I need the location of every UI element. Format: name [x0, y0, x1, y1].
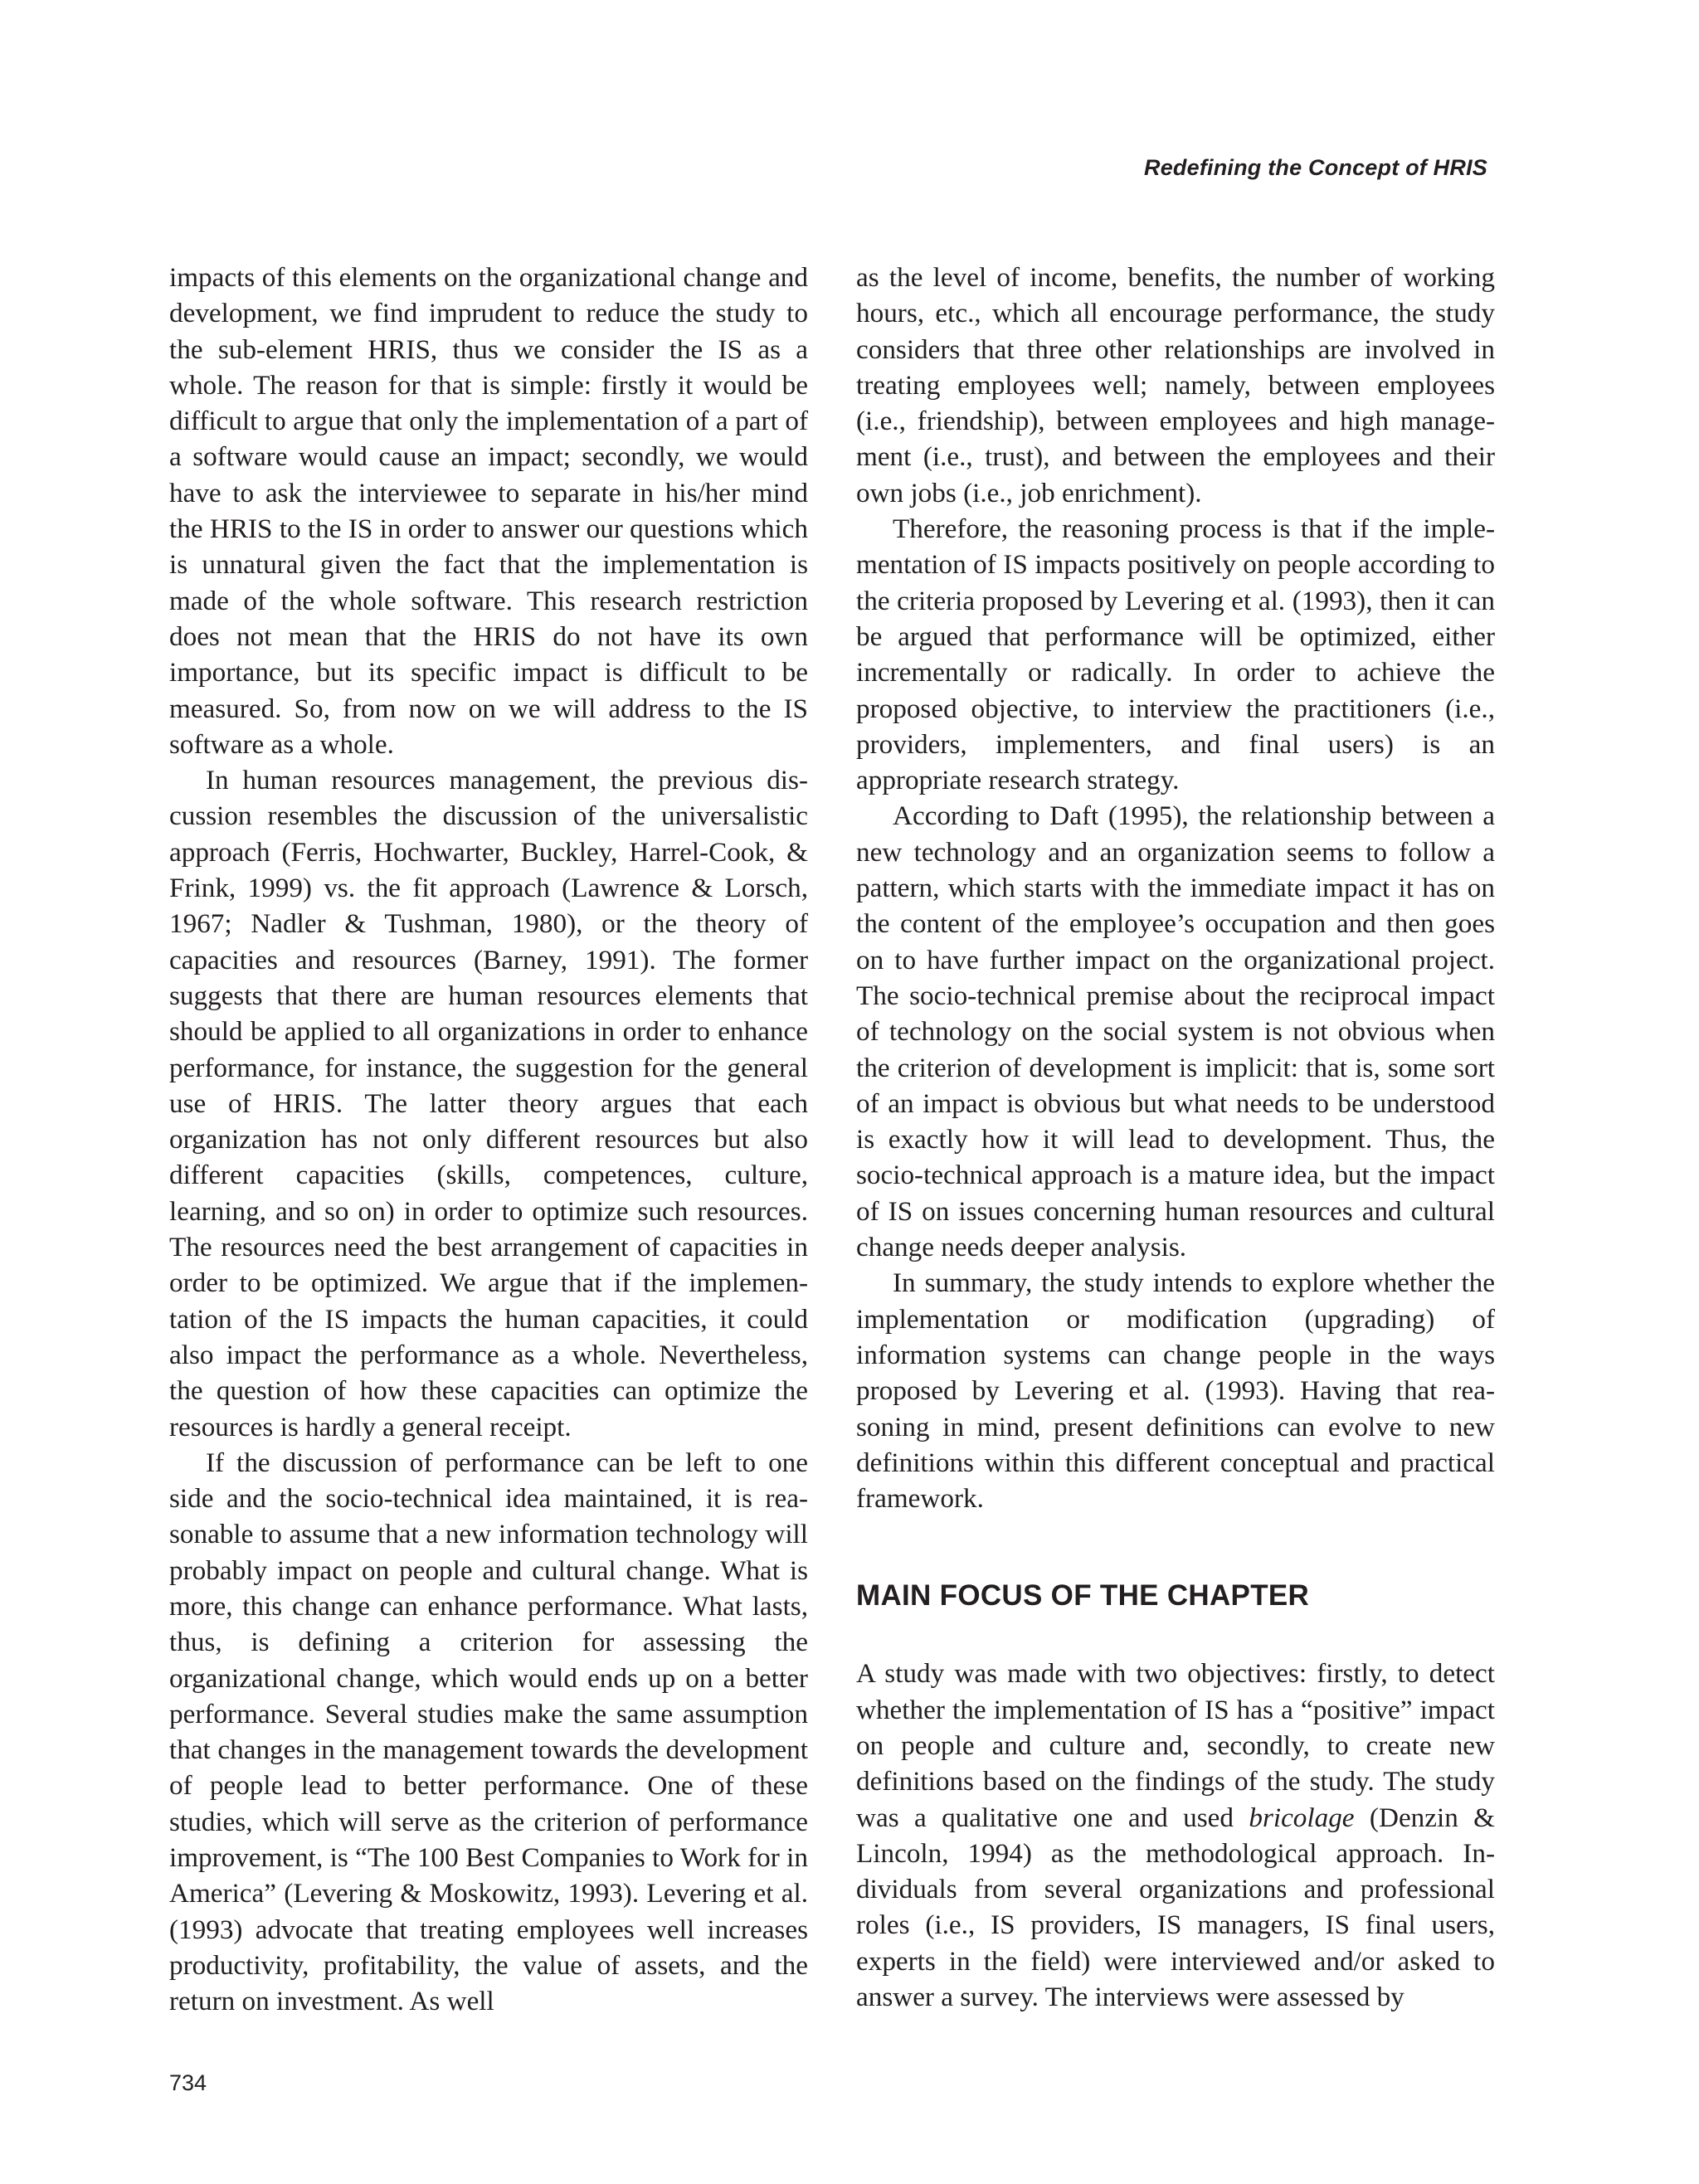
left-column — [169, 260, 808, 2020]
body-paragraph: According to Daft (1995), the relationship between a new technology and an organization seems to follow a pattern, which starts with the immediate impact it has on the content of the employee’s occupation and then goes on to have further impact on the organizational project. The socio-technical premise about the reciprocal impact of technology on the social system is not obvious when the criterion of development is implicit: that is, some sort of an impact is obvious but what needs to be understood is exactly how it will lead to development. Thus, the socio-technical approach is a mature idea, but the impact of IS on issues concerning human resources and cultural change needs deeper analysis. — [856, 800, 1495, 1263]
page-number: 734 — [169, 2070, 207, 2095]
running-head-title: Redefining the Concept of HRIS — [1144, 155, 1487, 180]
body-paragraph: impacts of this elements on the organizational change and development, we find imprudent to reduce the study to the sub-element HRIS, thus we consider the IS as a whole. The reason for that is simple: firstly it would be difficult to argue that only the implementation of a part of a software would cause an impact; secondly, we would have to ask the interviewee to separate in his/her mind the HRIS to the IS in order to answer our questions which is unnatural given the fact that the implementation is made of the whole software. This research restriction does not mean that the HRIS do not have its own importance, but its specific impact is difficult to be measured. So, from now on we will address to the IS software as a whole. — [169, 262, 808, 760]
italic-term: bricolage — [1249, 1802, 1355, 1833]
body-paragraph: If the discussion of performance can be left to one side and the socio-technical idea maintained, it is reasonable to assume that a new information technology will probably impact on people and cultural change. What is more, this change can enhance performance. What lasts, thus, is defining a criterion for assessing the organizational change, which would ends up on a better performance. Several studies make the same assumption that changes in the management towards the development of people lead to better performance. One of these studies, which will serve as the criterion of performance improvement, is “The 100 Best Companies to Work for in America” (Levering & Moskowitz, 1993). Levering et al. (1993) advocate that treating employees well increases productivity, profitability, the value of assets, and the return on investment. As well — [169, 1447, 808, 2017]
paragraph-text-segment: A study was made with two objectives: firstly, to detect whether the implementation of IS has a “positive” impact on people and culture and, secondly, to create new definitions based on the findings of the study. The study was a qualitative one and used — [856, 1658, 1495, 1833]
section-body-paragraph — [856, 1656, 1495, 2015]
section-heading: MAIN FOCUS OF THE CHAPTER — [856, 1579, 1310, 1612]
body-paragraph: Therefore, the reasoning process is that if the implementation of IS impacts positively on people according to the criteria proposed by Levering et al. (1993), then it can be argued that performance will be optimized, either incrementally or radically. In order to achieve the proposed objective, to interview the practitioners (i.e., providers, implementers, and final users) is an appropriate research strategy. — [856, 513, 1495, 796]
right-column — [856, 260, 1495, 2015]
body-paragraph: In summary, the study intends to explore whether the implementation or modification (upgrading) of information systems can change people in the ways proposed by Levering et al. (1993). Having that reasoning in mind, present definitions can evolve to new definitions within this different conceptual and practical framework. — [856, 1267, 1495, 1515]
paragraph-text-segment: (Denzin & Lincoln, 1994) as the methodological approach. Individuals from several organizations and professional roles (i.e., IS providers, IS managers, IS final users, experts in the field) were interviewed and/or asked to answer a survey. The interviews were assessed by — [856, 1802, 1495, 2013]
body-paragraph: In human resources management, the previous discussion resembles the discussion of the universalistic approach (Ferris, Hochwarter, Buckley, Harrel-Cook, & Frink, 1999) vs. the fit approach (Lawrence & Lorsch, 1967; Nadler & Tushman, 1980), or the theory of capacities and resources (Barney, 1991). The former suggests that there are human resources elements that should be applied to all organizations in order to enhance performance, for instance, the suggestion for the general use of HRIS. The latter theory argues that each organization has not only different resources but also different capacities (skills, competences, culture, learning, and so on) in order to optimize such resources. The resources need the best arrangement of capacities in order to be optimized. We argue that if the implementation of the IS impacts the human capacities, it could also impact the performance as a whole. Nevertheless, the question of how these capacities can optimize the resources is hardly a general receipt. — [169, 765, 808, 1442]
body-paragraph: as the level of income, benefits, the number of working hours, etc., which all encourage performance, the study considers that three other relationships are involved in treating employees well; namely, between employees (i.e., friendship), between employees and high management (i.e., trust), and between the employees and their own jobs (i.e., job enrichment). — [856, 262, 1495, 508]
